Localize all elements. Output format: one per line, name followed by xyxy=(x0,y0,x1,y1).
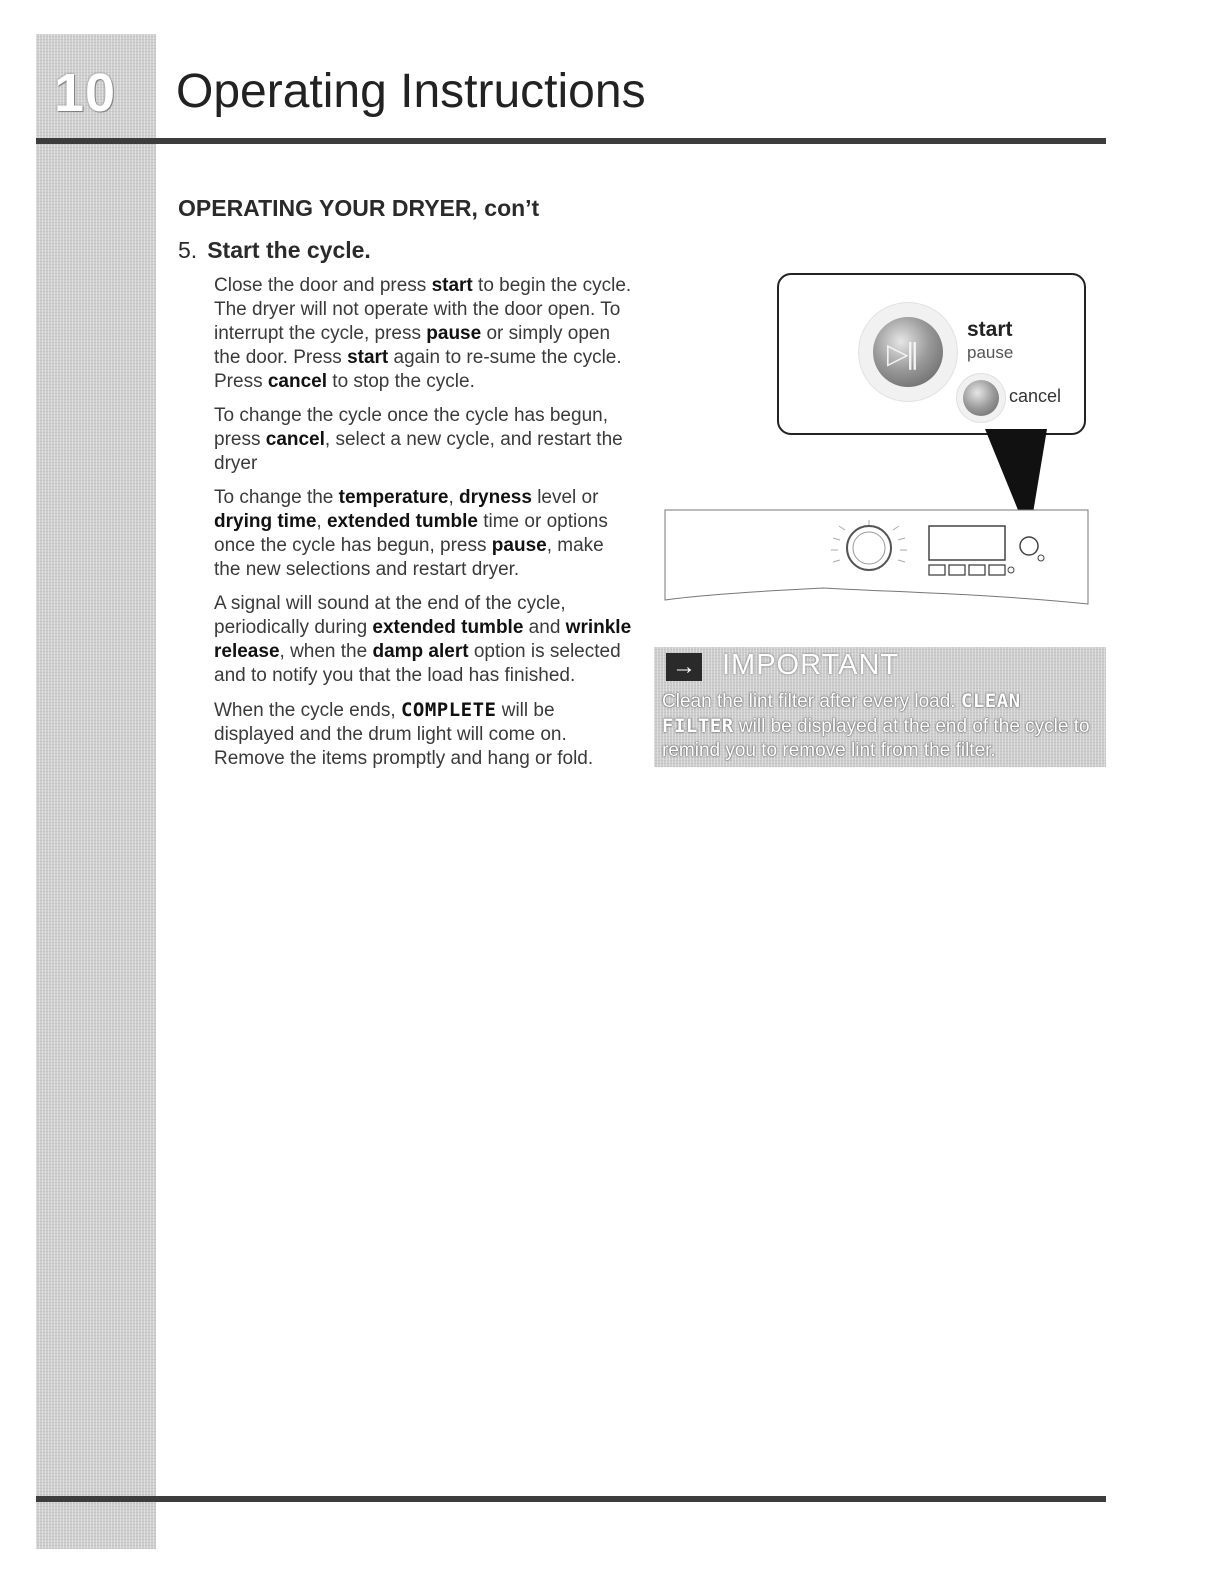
cancel-button-icon xyxy=(963,380,999,416)
paragraph-signal: A signal will sound at the end of the cycle, periodically during extended tumble and wrinkle release, when the damp alert option is selected and to notify you that the load has finished. xyxy=(214,593,632,686)
important-notice xyxy=(654,647,1106,767)
start-label: start xyxy=(967,318,1013,341)
header-rule xyxy=(36,138,1106,144)
start-cancel-callout xyxy=(777,273,1086,435)
step-heading xyxy=(178,237,371,264)
instructions-body xyxy=(214,274,634,781)
pause-label: pause xyxy=(967,343,1014,362)
start-pause-button-icon: ▷‖ xyxy=(873,317,943,387)
arrow-right-icon: → xyxy=(666,653,702,681)
important-title: IMPORTANT xyxy=(722,649,900,681)
paragraph-complete: When the cycle ends, COMPLETE will be displayed and the drum light will come on. Remove the items promptly and hang or fold. xyxy=(214,699,594,769)
dryer-control-panel-illustration xyxy=(663,508,1090,608)
section-heading: OPERATING YOUR DRYER, con’t xyxy=(178,195,540,221)
important-text: Clean the lint filter after every load. CLEAN FILTER will be displayed at the end of the cycle to remind you to remove lint from the filter. xyxy=(662,690,1090,761)
page-title: Operating Instructions xyxy=(176,65,646,118)
step-title: Start the cycle. xyxy=(207,237,371,263)
paragraph-change-cycle: To change the cycle once the cycle has begun, press cancel, select a new cycle, and restart the dryer xyxy=(214,405,623,474)
page-number: 10 xyxy=(54,63,117,123)
footer-rule xyxy=(36,1496,1106,1502)
paragraph-start-pause: Close the door and press start to begin the cycle. The dryer will not operate with the door open. To interrupt the cycle, press pause or simply open the door. Press start again to re-sume the cycle. Press cancel to stop the cycle. xyxy=(214,275,632,392)
cancel-label: cancel xyxy=(1009,386,1062,406)
paragraph-change-settings: To change the temperature, dryness level or drying time, extended tumble time or options once the cycle has begun, press pause, make the new selections and restart dryer. xyxy=(214,487,608,580)
step-number: 5. xyxy=(178,237,198,263)
page-sidebar-band xyxy=(36,34,156,1549)
